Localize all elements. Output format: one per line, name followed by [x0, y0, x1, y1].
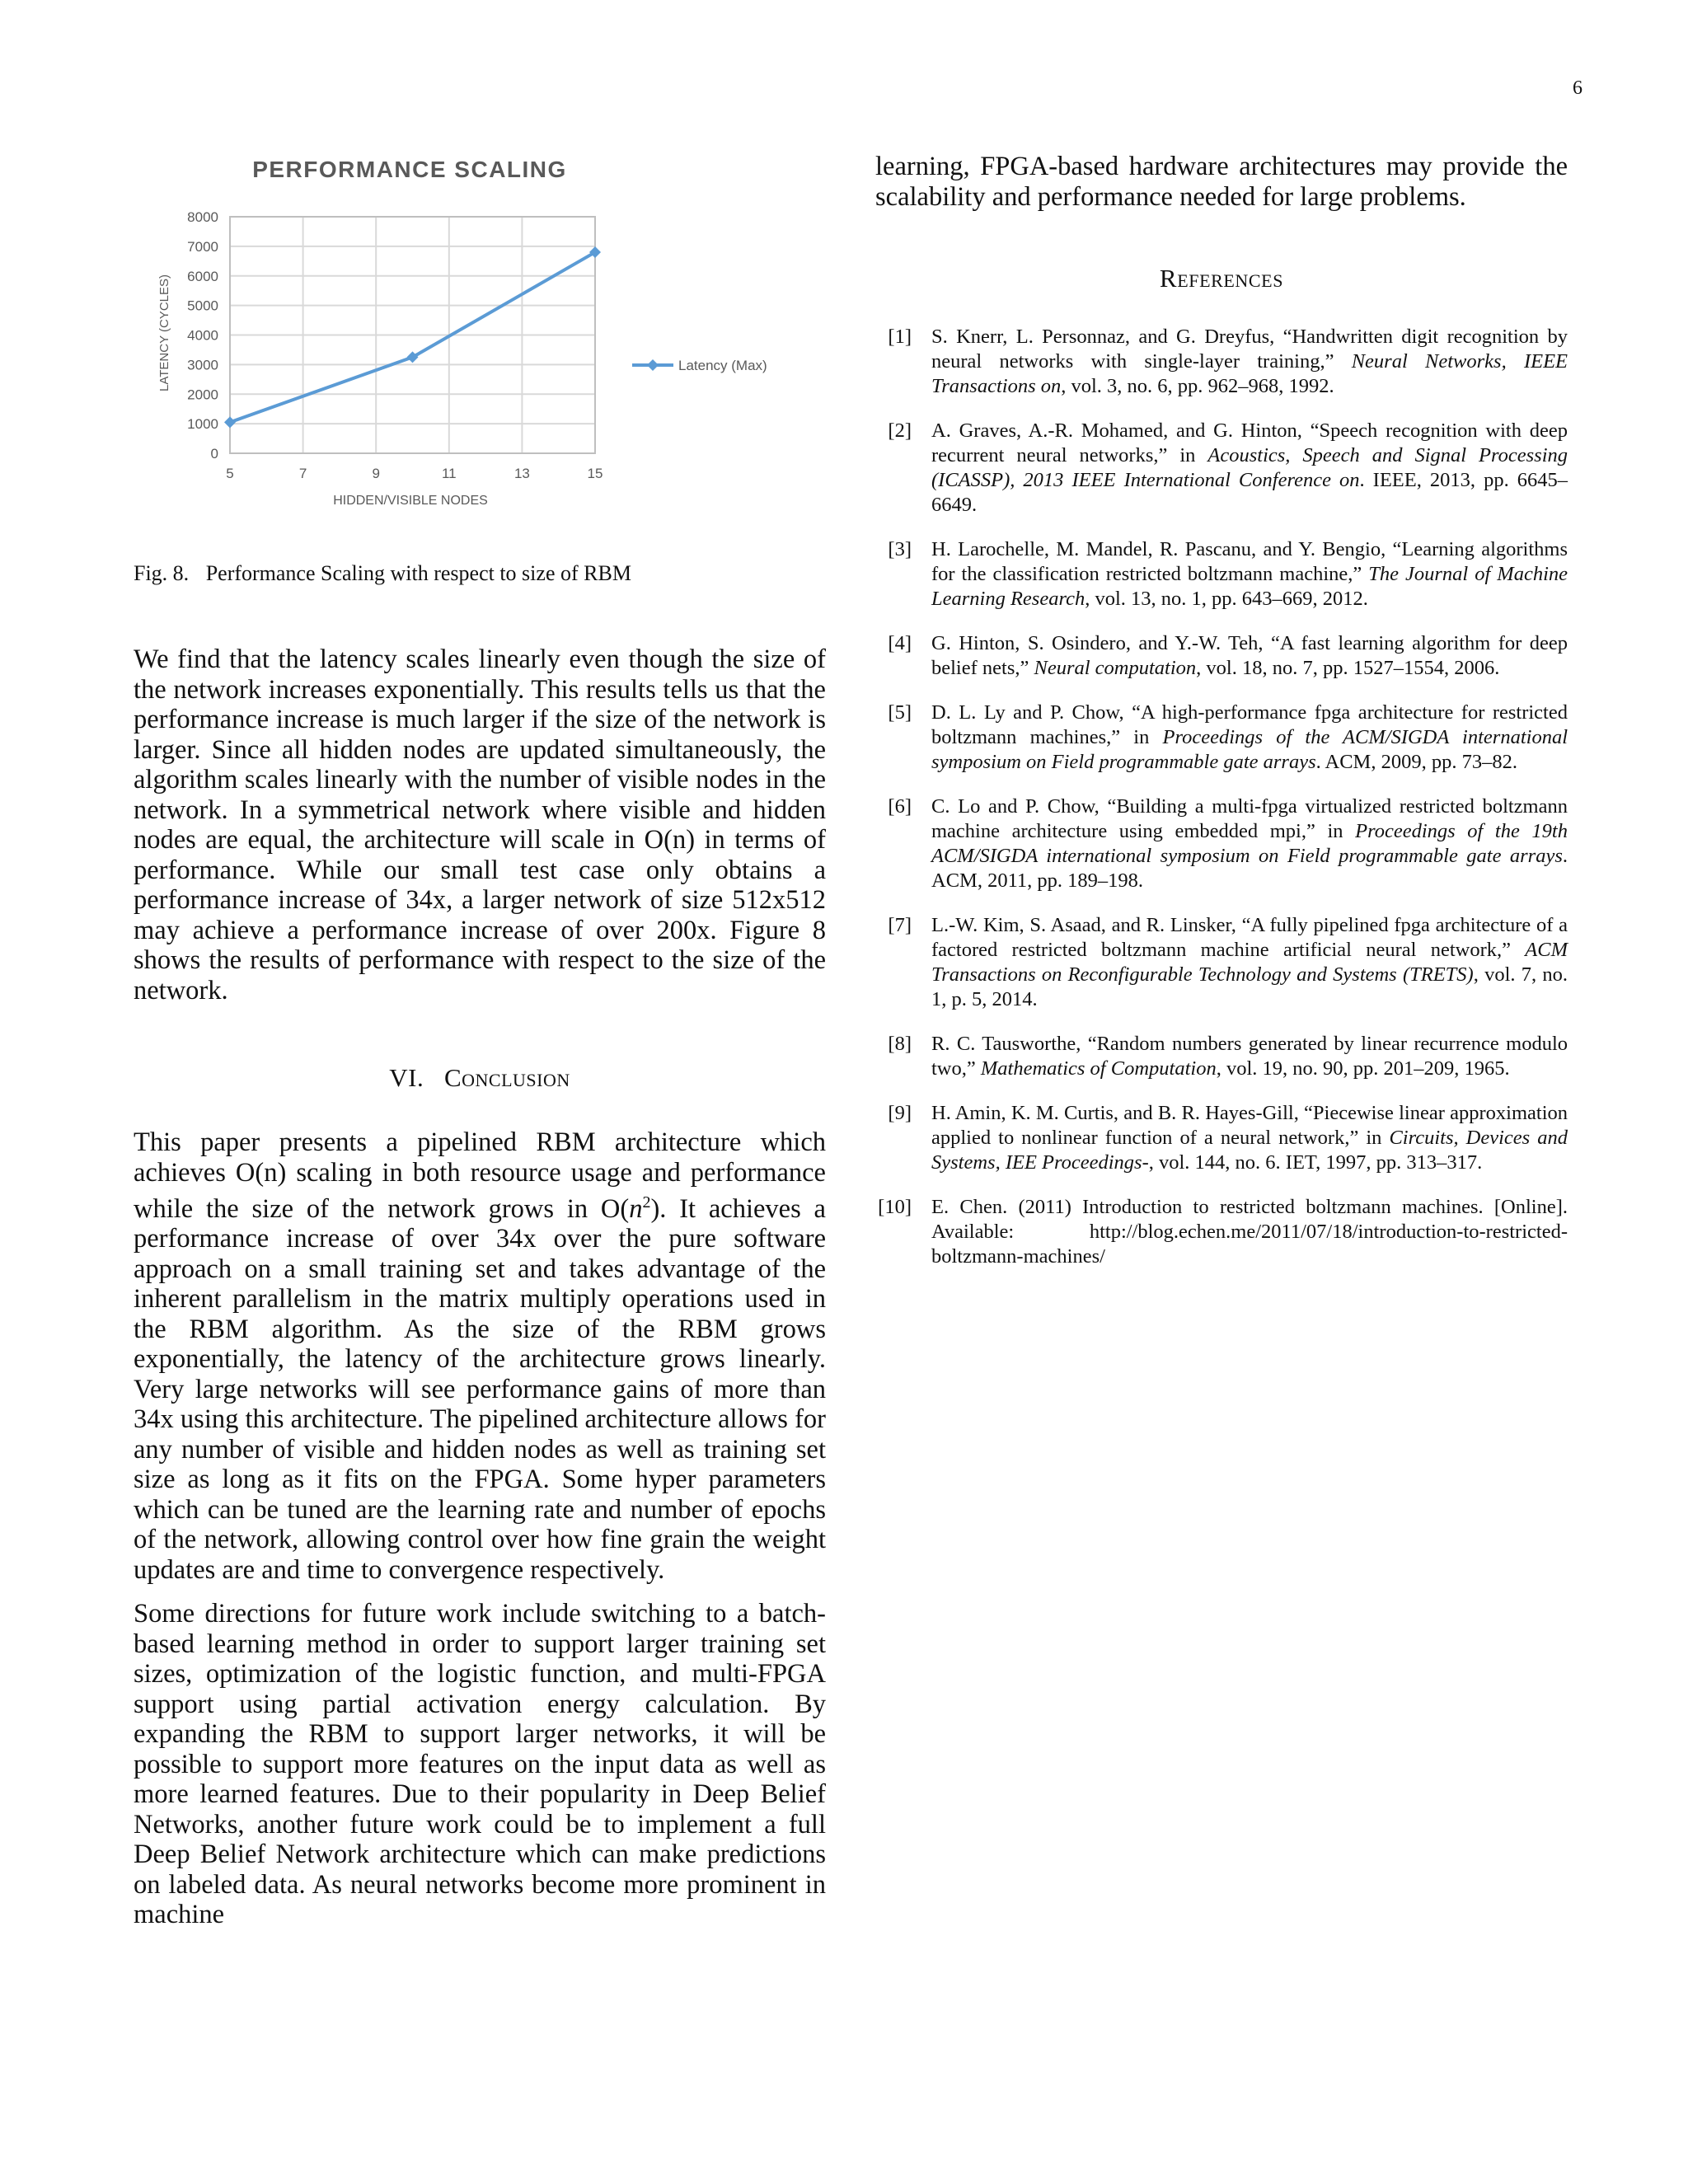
reference-number: [4]	[888, 632, 912, 654]
reference-item	[875, 631, 1568, 681]
reference-number: [3]	[888, 538, 912, 560]
reference-details: , vol. 13, no. 1, pp. 643–669, 2012.	[1085, 588, 1368, 610]
reference-number: [2]	[888, 419, 912, 442]
reference-authors-title: G. Hinton, S. Osindero, and Y.-W. Teh, “A fast learning algorithm for deep belief nets,”	[931, 632, 1568, 679]
y-tick-label: 8000	[187, 209, 218, 225]
x-tick-label: 7	[298, 466, 307, 481]
x-tick-label: 5	[226, 466, 234, 481]
chart-grid	[230, 217, 595, 453]
left-column-paragraph-2	[134, 1127, 826, 1585]
reference-details: . ACM, 2009, pp. 73–82.	[1315, 751, 1517, 773]
data-point	[224, 416, 236, 428]
reference-item	[875, 794, 1568, 893]
page-number: 6	[1573, 77, 1582, 99]
reference-venue: Circuits, Devices and Systems, IEE Proceedings-	[931, 1127, 1568, 1174]
y-tick-label: 7000	[187, 238, 218, 255]
reference-details: . IEEE, 2013, pp. 6645–6649.	[931, 469, 1568, 516]
y-tick-label: 6000	[187, 268, 218, 284]
section-number: VI.	[389, 1063, 424, 1092]
reference-number: [6]	[888, 795, 912, 818]
reference-details: , vol. 144, no. 6. IET, 1997, pp. 313–317.	[1148, 1151, 1483, 1174]
reference-venue: ACM Transactions on Reconfigurable Technology and Systems (TRETS)	[931, 939, 1568, 986]
reference-number: [1]	[888, 326, 912, 348]
reference-text	[931, 631, 1568, 681]
paragraph-future-work: Some directions for future work include switching to a batch-based learning method in order to support larger training set sizes, optimization of the logistic function, and multi-FPGA support using partial activation energy calculation. By expanding the RBM to support larger networks, it will be possible to support more features on the input data as well as more learned features. Due to their popularity in Deep Belief Networks, another future work could be to implement a full Deep Belief Network architecture which can make predictions on labeled data. As neural networks become more prominent in machine	[134, 1599, 826, 1929]
reference-venue: Neural Networks, IEEE Transactions on	[931, 350, 1568, 397]
reference-number: [9]	[888, 1102, 912, 1124]
reference-number: [5]	[888, 701, 912, 724]
reference-item	[875, 325, 1568, 399]
figure-caption	[134, 560, 826, 587]
reference-details: , vol. 19, no. 90, pp. 201–209, 1965.	[1216, 1057, 1510, 1080]
reference-details: , vol. 7, no. 1, p. 5, 2014.	[931, 963, 1568, 1010]
chart-title: PERFORMANCE SCALING	[252, 157, 567, 182]
figure-label: Fig. 8.	[134, 561, 190, 585]
legend-swatch-marker	[647, 359, 659, 371]
paragraph-conclusion	[134, 1127, 826, 1585]
chart-legend	[632, 358, 767, 373]
y-tick-label: 2000	[187, 387, 218, 403]
reference-number: [10]	[878, 1196, 912, 1218]
reference-venue: Mathematics of Computation	[980, 1057, 1217, 1080]
legend-label: Latency (Max)	[678, 358, 767, 373]
reference-authors-title: E. Chen. (2011) Introduction to restricted boltzmann machines. [Online]. Available: http://blog.echen.me/2011/07/18/introduction-to-restricted-boltzmann-machines/	[931, 1196, 1568, 1268]
reference-item	[875, 913, 1568, 1012]
y-axis-label: LATENCY (CYCLES)	[157, 274, 171, 391]
reference-item	[875, 1195, 1568, 1269]
reference-item	[875, 537, 1568, 612]
reference-venue: Proceedings of the ACM/SIGDA international symposium on Field programmable gate arrays	[931, 726, 1568, 773]
reference-venue: The Journal of Machine Learning Research	[931, 563, 1568, 610]
reference-text	[931, 537, 1568, 612]
reference-authors-title: H. Larochelle, M. Mandel, R. Pascanu, and Y. Bengio, “Learning algorithms for the classification restricted boltzmann machine,”	[931, 538, 1568, 585]
reference-text	[931, 794, 1568, 893]
figure-caption-text: Performance Scaling with respect to size of RBM	[205, 561, 631, 585]
y-tick-label: 0	[210, 446, 218, 462]
reference-item	[875, 1032, 1568, 1081]
y-axis-ticks	[187, 209, 218, 462]
reference-authors-title: A. Graves, A.-R. Mohamed, and G. Hinton, “Speech recognition with deep recurrent neural networks,” in	[931, 419, 1568, 466]
performance-chart	[134, 148, 834, 527]
x-tick-label: 13	[513, 466, 530, 481]
reference-item	[875, 419, 1568, 518]
reference-venue: Neural computation	[1034, 657, 1197, 679]
x-tick-label: 15	[587, 466, 603, 481]
math-n: n	[629, 1193, 643, 1224]
reference-item	[875, 1101, 1568, 1175]
x-axis-ticks	[226, 466, 603, 481]
section-title: Conclusion	[443, 1063, 570, 1092]
y-tick-label: 4000	[187, 327, 218, 344]
conclusion-text-b: ). It achieves a performance increase of over 34x over the pure software approach on a small training set and takes advantage of the inherent parallelism in the matrix multiply operations used in the RBM algorithm. As the size of the RBM grows exponentially, the latency of the architecture grows linearly. Very large networks will see performance gains of more than 34x using this architecture. The pipelined architecture allows for any number of visible and hidden nodes as well as training set size as long as it fits on the FPGA. Some hyper parameters which can be tuned are the learning rate and number of epochs of the network, allowing control over how fine grain the weight updates are and time to convergence respectively.	[134, 1193, 826, 1585]
reference-authors-title: C. Lo and P. Chow, “Building a multi-fpga virtualized restricted boltzmann machine architecture using embedded mpi,” in	[931, 795, 1568, 842]
reference-details: , vol. 18, no. 7, pp. 1527–1554, 2006.	[1196, 657, 1500, 679]
reference-text	[931, 419, 1568, 518]
conclusion-text-a: This paper presents a pipelined RBM architecture which achieves O(n) scaling in both resource usage and performance while the size of the network grows in O(	[134, 1127, 826, 1224]
reference-authors-title: D. L. Ly and P. Chow, “A high-performance fpga architecture for restricted boltzmann machines,” in	[931, 701, 1568, 748]
reference-text	[931, 1101, 1568, 1175]
reference-number: [8]	[888, 1033, 912, 1055]
paragraph-continuation: learning, FPGA-based hardware architectures may provide the scalability and performance needed for large problems.	[875, 152, 1568, 212]
reference-details: , vol. 3, no. 6, pp. 962–968, 1992.	[1061, 375, 1334, 397]
reference-venue: Proceedings of the 19th ACM/SIGDA international symposium on Field programmable gate arrays	[931, 820, 1568, 867]
reference-venue: Acoustics, Speech and Signal Processing (ICASSP), 2013 IEEE International Conference on	[931, 444, 1568, 491]
reference-authors-title: S. Knerr, L. Personnaz, and G. Dreyfus, “Handwritten digit recognition by neural networks with single-layer training,”	[931, 326, 1568, 373]
series-line	[230, 252, 595, 422]
reference-text	[931, 1195, 1568, 1269]
x-tick-label: 9	[372, 466, 380, 481]
reference-authors-title: L.-W. Kim, S. Asaad, and R. Linsker, “A fully pipelined fpga architecture of a factored restricted boltzmann machine artificial neural network,”	[931, 914, 1568, 961]
y-tick-label: 5000	[187, 298, 218, 314]
y-tick-label: 1000	[187, 416, 218, 433]
math-exponent: 2	[642, 1193, 651, 1212]
references-heading: References	[1159, 264, 1284, 293]
y-tick-label: 3000	[187, 357, 218, 373]
right-column-continuation	[875, 152, 1568, 212]
x-axis-label: HIDDEN/VISIBLE NODES	[333, 494, 488, 508]
reference-item	[875, 701, 1568, 775]
references-list	[875, 325, 1568, 1289]
reference-text	[931, 1032, 1568, 1081]
x-tick-label: 11	[441, 466, 457, 481]
reference-authors-title: R. C. Tausworthe, “Random numbers generated by linear recurrence modulo two,”	[931, 1033, 1568, 1080]
left-column-paragraph-1	[134, 644, 826, 1005]
paragraph-latency-scaling: We find that the latency scales linearly even though the size of the network increases exponentially. This results tells us that the performance increase is much larger if the size of the network is larger. Since all hidden nodes are updated simultaneously, the algorithm scales linearly with the number of visible nodes in the network. In a symmetrical network where visible and hidden nodes are equal, the architecture will scale in O(n) in terms of performance. While our small test case only obtains a performance increase of 34x, a larger network of size 512x512 may achieve a performance increase of over 200x. Figure 8 shows the results of performance with respect to the size of the network.	[134, 644, 826, 1005]
reference-text	[931, 913, 1568, 1012]
left-column-paragraph-3	[134, 1599, 826, 1930]
chart-series	[224, 246, 601, 428]
section-heading-conclusion	[134, 1063, 826, 1093]
reference-text	[931, 701, 1568, 775]
figure-8	[134, 148, 834, 527]
reference-number: [7]	[888, 914, 912, 936]
reference-text	[931, 325, 1568, 399]
reference-details: . ACM, 2011, pp. 189–198.	[931, 845, 1568, 892]
reference-authors-title: H. Amin, K. M. Curtis, and B. R. Hayes-Gill, “Piecewise linear approximation applied to nonlinear function of a neural network,” in	[931, 1102, 1568, 1149]
